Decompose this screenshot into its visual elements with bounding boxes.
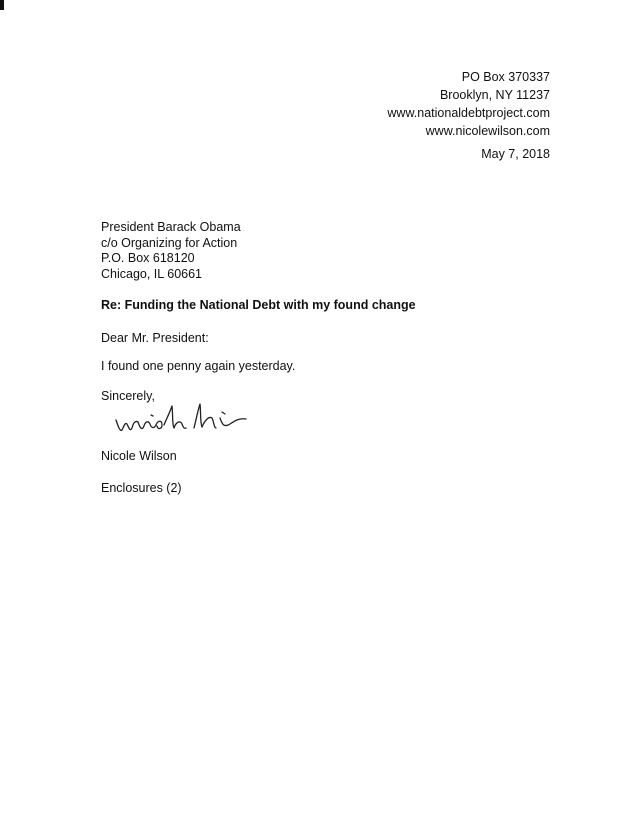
salutation: Dear Mr. President: [101,331,209,345]
recipient-name: President Barack Obama [101,220,241,234]
sender-po-box: PO Box 370337 [461,70,550,84]
enclosures-note: Enclosures (2) [101,481,182,495]
handwritten-signature-icon [112,398,252,442]
sender-city: Brooklyn, NY 11237 [439,88,550,102]
recipient-organization: c/o Organizing for Action [101,235,238,250]
recipient-po-box: P.O. Box 618120 [101,251,195,265]
letter-date: May 7, 2018 [481,147,550,161]
recipient-address-block [101,220,241,282]
subject-line: Re: Funding the National Debt with my found change [101,298,416,312]
scan-edge-mark [0,0,4,10]
sender-address-block [387,68,550,140]
signer-name: Nicole Wilson [101,449,177,463]
recipient-city: Chicago, IL 60661 [101,266,203,281]
closing: Sincerely, [101,389,155,403]
letter-body: I found one penny again yesterday. [101,359,296,373]
sender-website-personal: www.nicolewilson.com [425,124,550,138]
sender-website-project: www.nationaldebtproject.com [387,106,550,120]
